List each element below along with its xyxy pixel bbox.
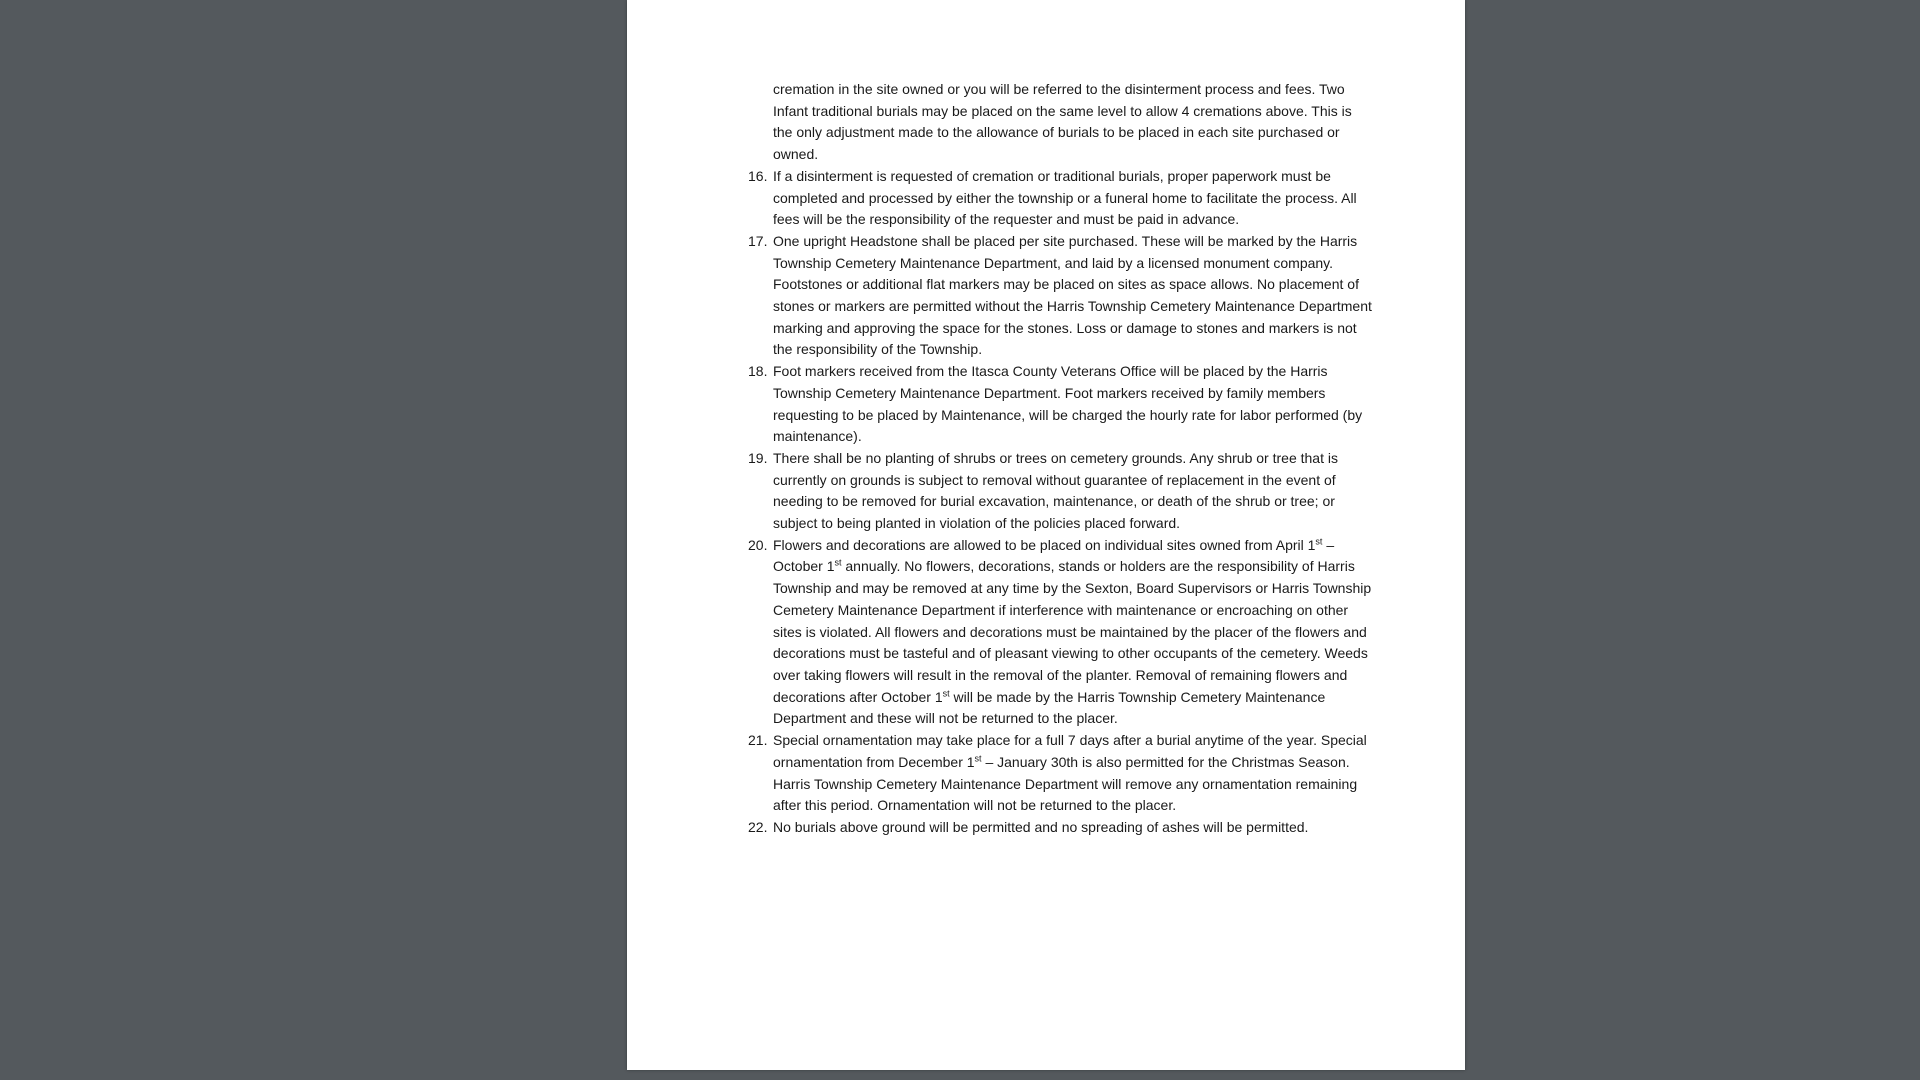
item-text: No burials above ground will be permitted and no spreading of ashes will be permitted.	[773, 818, 1309, 835]
item-number: 20.	[748, 536, 768, 553]
continuation-paragraph: cremation in the site owned or you will be referred to the disinterment process and fees. Two Infant traditional burials may be placed on the same level to allow 4 cremations above. This is the only adjustment made to the allowance of burials to be placed in each site purchased or owned.	[773, 81, 1352, 163]
item-number: 19.	[748, 449, 768, 466]
item-number: 18.	[748, 363, 768, 380]
list-item-22	[748, 817, 1375, 839]
ordinal-suffix: st	[942, 688, 950, 699]
item-text: Foot markers received from the Itasca County Veterans Office will be placed by the Harris Township Cemetery Maintenance Department. Foot markers received by family members requesting to be placed by Maintenance, will be charged the hourly rate for labor performed (by maintenance).	[773, 363, 1363, 445]
ordinal-suffix: st	[834, 557, 842, 568]
list-item-19	[748, 448, 1375, 535]
item-number: 16.	[748, 167, 768, 184]
item-text-part: Flowers and decorations are allowed to be placed on individual sites owned from April 1	[773, 536, 1316, 553]
item-text-part: annually. No flowers, decorations, stands or holders are the responsibility of Harris Township and may be removed at any time by the Sexton, Board Supervisors or Harris Township Cemetery Maintenance Department if interference with maintenance or encroaching on other sites is violated. All flowers and decorations must be maintained by the placer of the flowers and decorations must be tasteful and of pleasant viewing to other occupants of the cemetery. Weeds over taking flowers will result in the removal of the planter. Removal of remaining flowers and decorations after October 1	[773, 558, 1372, 705]
list-item-17	[748, 231, 1375, 361]
item-text-part: Special ornamentation may take place for a full 7 days after a burial anytime of the year. Special ornamentation from December 1	[773, 732, 1367, 770]
item-number: 21.	[748, 732, 768, 749]
list-item-16	[748, 166, 1375, 231]
ordinal-suffix: st	[1315, 536, 1323, 547]
item-text	[773, 730, 1375, 817]
list-item-21	[748, 730, 1375, 817]
document-page	[627, 0, 1465, 1070]
list-item-20	[748, 535, 1375, 730]
item-text-part: – January 30th is also permitted for the Christmas Season. Harris Township Cemetery Maintenance Department will remove any ornamentation remaining after this period. Ornamentation will not be returned to the placer.	[773, 753, 1358, 814]
item-text: One upright Headstone shall be placed per site purchased. These will be marked by the Harris Township Cemetery Maintenance Department, and laid by a licensed monument company. Footstones or additional flat markers may be placed on sites as space allows. No placement of stones or markers are permitted without the Harris Township Cemetery Maintenance Department marking and approving the space for the stones. Loss or damage to stones and markers is not the responsibility of the Township.	[773, 232, 1372, 358]
item-text-part: will be made by the Harris Township Cemetery Maintenance Department and these will not be returned to the placer.	[773, 688, 1326, 727]
item-number: 17.	[748, 232, 768, 249]
item-number: 22.	[748, 818, 768, 835]
ordinal-suffix: st	[974, 753, 982, 764]
item-text: There shall be no planting of shrubs or trees on cemetery grounds. Any shrub or tree that is currently on grounds is subject to removal without guarantee of replacement in the event of needing to be removed for burial excavation, maintenance, or death of the shrub or tree; or subject to being planted in violation of the policies placed forward.	[773, 449, 1338, 532]
item-text-part: – October 1	[773, 536, 1335, 575]
list-item-18	[748, 361, 1375, 448]
page-content	[627, 79, 1465, 839]
item-text	[773, 535, 1375, 730]
item-text: If a disinterment is requested of cremation or traditional burials, proper paperwork must be completed and processed by either the township or a funeral home to facilitate the process. All fees will be the responsibility of the requester and must be paid in advance.	[773, 167, 1357, 228]
